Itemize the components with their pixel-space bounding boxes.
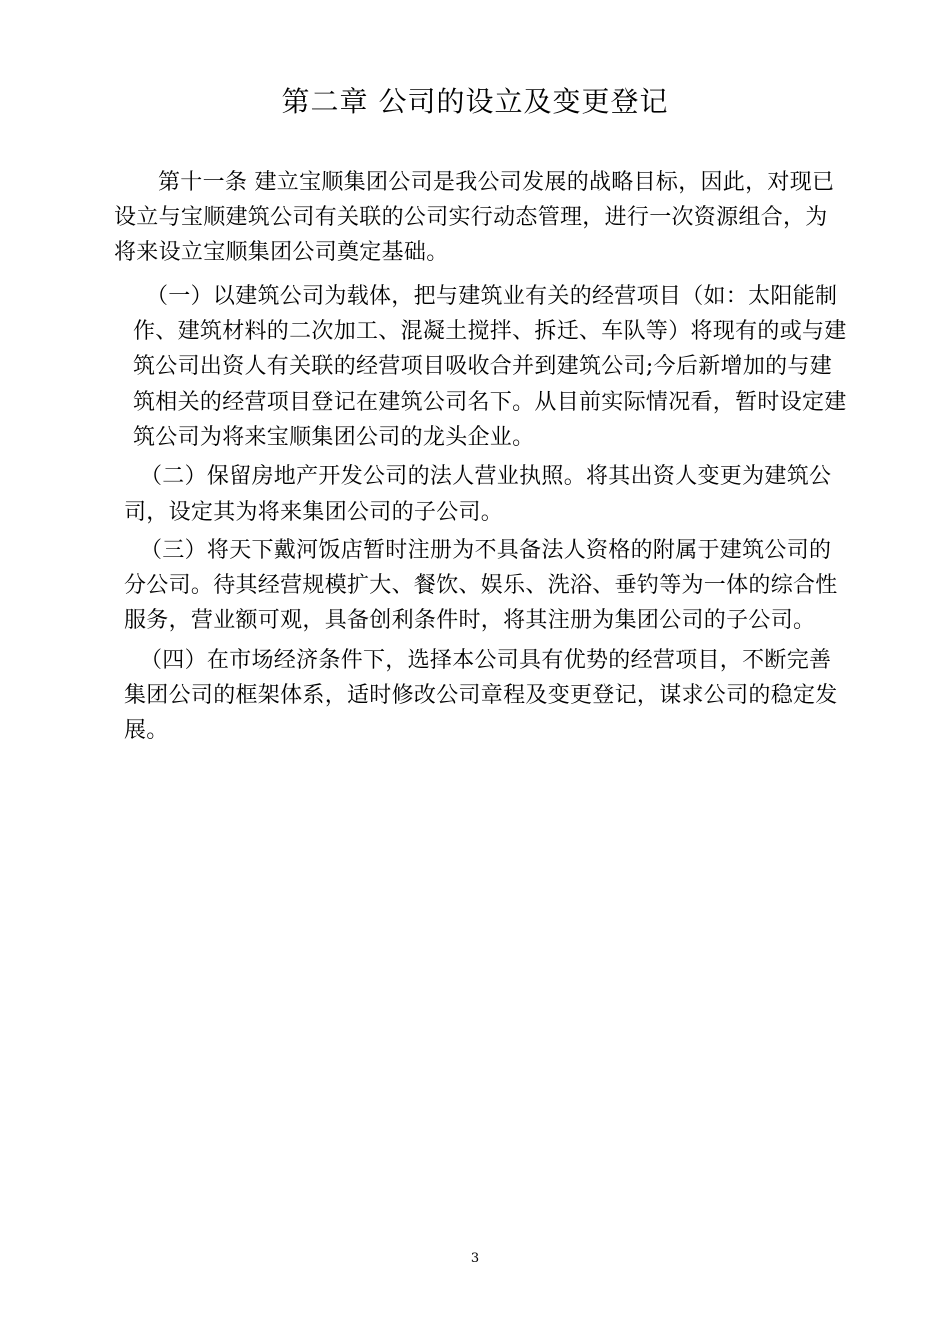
item-4-line-3: 展。: [124, 718, 169, 743]
item-1-line-4: 筑相关的经营项目登记在建筑公司名下。从目前实际情况看，暂时设定建: [133, 390, 847, 415]
page-number: 3: [470, 1251, 480, 1266]
article-11-line-3: 将来设立宝顺集团公司奠定基础。: [114, 240, 449, 265]
article-11-line-2: 设立与宝顺建筑公司有关联的公司实行动态管理，进行一次资源组合，为: [114, 205, 828, 230]
item-3-line-1: （三）将天下戴河饭店暂时注册为不具备法人资格的附属于建筑公司的: [140, 538, 832, 563]
item-1-line-3: 筑公司出资人有关联的经营项目吸收合并到建筑公司;今后新增加的与建: [133, 354, 833, 379]
article-11-line-1: 第十一条 建立宝顺集团公司是我公司发展的战略目标，因此，对现已: [158, 170, 835, 195]
item-1-line-5: 筑公司为将来宝顺集团公司的龙头企业。: [133, 425, 535, 450]
item-3-line-3: 服务，营业额可观，具备创利条件时，将其注册为集团公司的子公司。: [124, 608, 816, 633]
item-2-line-1: （二）保留房地产开发公司的法人营业执照。将其出资人变更为建筑公: [140, 464, 832, 489]
item-4-line-1: （四）在市场经济条件下，选择本公司具有优势的经营项目，不断完善: [140, 648, 832, 673]
item-1-line-2: 作、建筑材料的二次加工、混凝土搅拌、拆迁、车队等）将现有的或与建: [133, 319, 847, 344]
item-3-line-2: 分公司。待其经营规模扩大、餐饮、娱乐、洗浴、垂钓等为一体的综合性: [124, 573, 838, 598]
item-4-line-2: 集团公司的框架体系，适时修改公司章程及变更登记，谋求公司的稳定发: [124, 683, 838, 708]
item-2-line-2: 司，设定其为将来集团公司的子公司。: [124, 500, 504, 525]
item-1-line-1: （一）以建筑公司为载体，把与建筑业有关的经营项目（如：太阳能制: [146, 284, 838, 309]
chapter-title: 第二章 公司的设立及变更登记: [281, 85, 669, 118]
